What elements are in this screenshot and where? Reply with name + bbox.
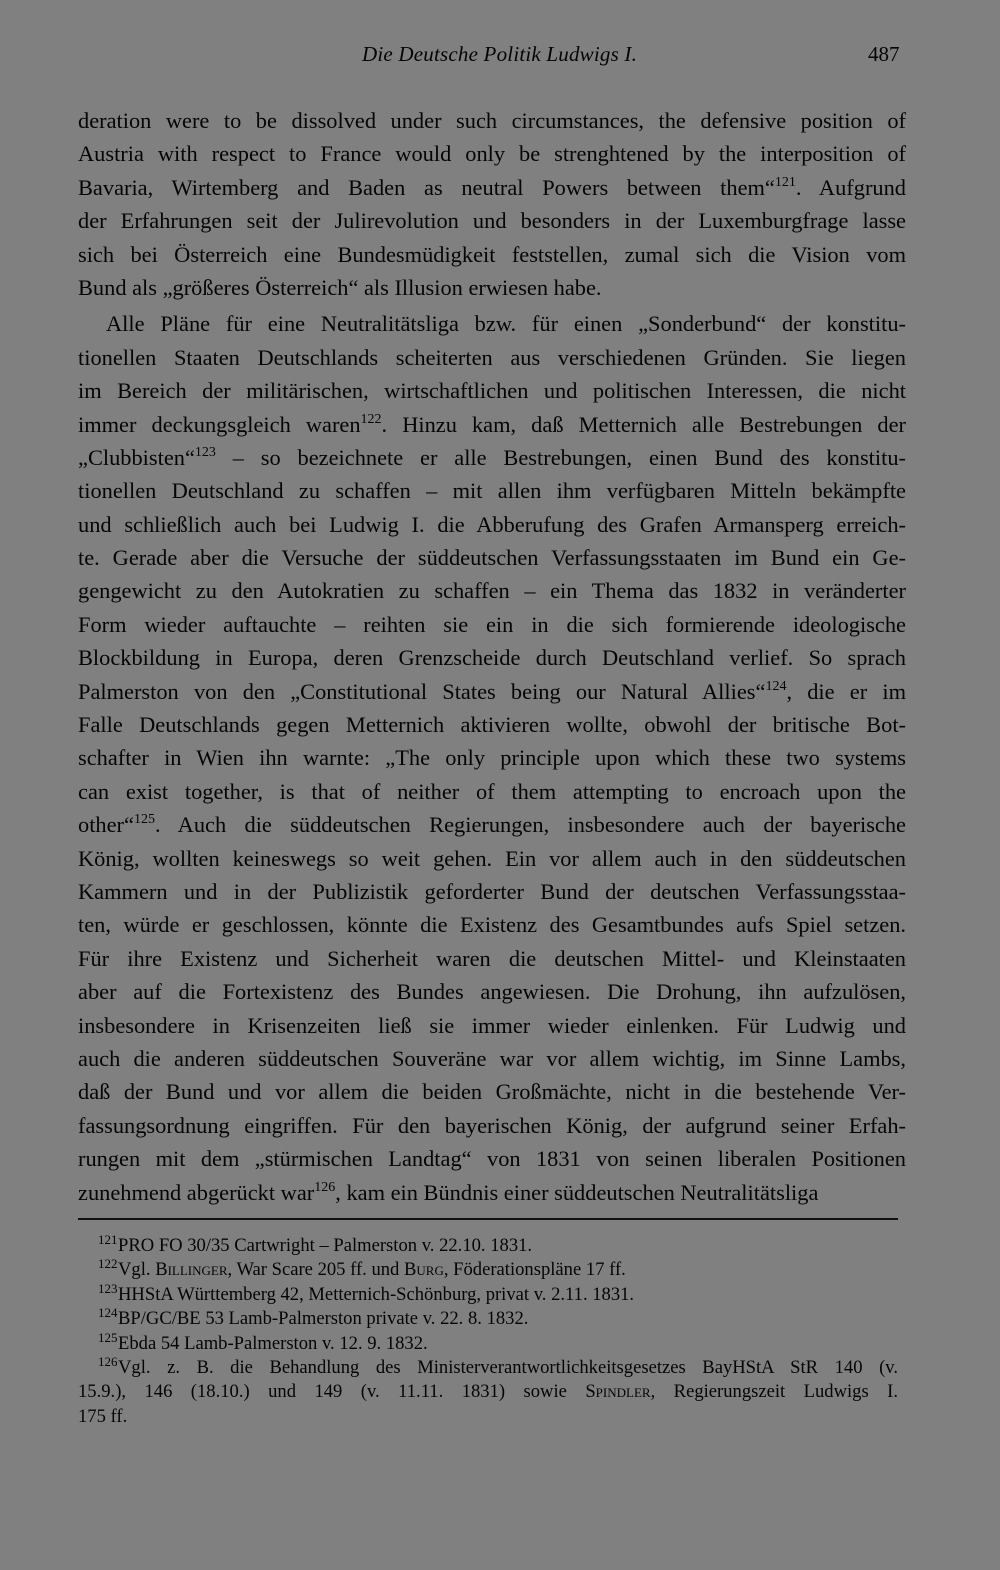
text-segment: – so bezeichnete er alle Bestrebungen, einen Bund des konstitu- [215,444,906,470]
text-segment: tionellen Staaten Deutschlands scheiterten aus verschiedenen Gründen. Sie liegen [78,344,906,370]
text-segment: Kammern und in der Publizistik geforderter Bund der deutschen Verfassungsstaa- [78,878,906,904]
text-line [78,1109,906,1142]
text-line [78,104,906,137]
text-segment: Form wieder auftauchte – reihten sie ein in die sich formierende ideologische [78,611,906,637]
footnote-text: Vgl. z. B. die Behandlung des Ministerverantwortlichkeitsgesetzes BayHStA StR 140 (v. [118,1356,898,1378]
text-segment: . Hinzu kam, daß Metternich alle Bestrebungen der [381,411,906,437]
footnotes [78,1234,898,1429]
text-line [78,408,906,441]
footnote: 123HHStA Württemberg 42, Metternich-Schönburg, privat v. 2.11. 1831. [98,1280,635,1305]
text-line [78,574,906,607]
text-line [78,204,906,237]
footnote-text: PRO FO 30/35 Cartwright – Palmerston v. 22.10. 1831. [118,1235,533,1256]
text-segment: daß der Bund und vor allem die beiden Großmächte, nicht in die bestehende Ver- [78,1079,906,1105]
text-segment: Alle Pläne für eine Neutralitätsliga bzw. für einen „Sonderbund“ der konstitu- [106,311,906,337]
text-line [78,474,906,507]
text-segment: Bavaria, Wirtemberg and Baden as neutral Powers between them“ [78,174,775,200]
text-line [78,171,906,204]
body-text [78,104,906,1209]
footnote-text: HHStA Württemberg 42, Metternich-Schönburg, privat v. 2.11. 1831. [118,1283,635,1305]
footnote-continuation [78,1405,898,1429]
text-segment: immer deckungsgleich waren [78,411,361,437]
text-segment: Falle Deutschlands gegen Metternich aktivieren wollte, obwohl der britische Bot- [78,712,906,738]
footnote-text: 15.9.), 146 (18.10.) und 149 (v. 11.11. 1831) sowie [78,1381,586,1403]
page-number: 487 [868,42,900,66]
text-segment: gengewicht zu den Autokratien zu schaffen – ein Thema das 1832 in veränderter [78,578,906,604]
text-segment: „Clubbisten“ [78,444,195,470]
text-segment: . Auch die süddeutschen Regierungen, insbesondere auch der bayerische [154,812,906,838]
footnote-separator [78,1218,898,1220]
footnote-text: Billinger [155,1259,228,1281]
page-header [0,38,1000,74]
text-segment: Blockbildung in Europa, deren Grenzscheide durch Deutschland verlief. So sprach [78,645,906,671]
text-segment: deration were to be dissolved under such circumstances, the defensive position of [78,108,906,133]
text-line [78,541,906,574]
text-line [78,508,906,541]
footnote-reference: 123 [194,444,216,460]
footnote-reference: 124 [765,678,787,694]
text-line [78,808,906,841]
text-line [78,741,906,774]
text-segment: , kam ein Bündnis einer süddeutschen Neutralitätsliga [335,1179,819,1205]
text-line [78,441,906,474]
text-segment: Bund als „größeres Österreich“ als Illusion erwiesen habe. [78,274,602,300]
text-line [78,775,906,808]
text-segment: fassungsordnung eingriffen. Für den bayerischen König, der aufgrund seiner Erfah- [78,1112,906,1138]
text-segment: ten, würde er geschlossen, könnte die Existenz des Gesamtbundes aufs Spiel setzen. [78,912,906,938]
text-segment: other“ [78,812,134,838]
text-line [78,341,906,374]
footnote: 121PRO FO 30/35 Cartwright – Palmerston v. 22.10. 1831. [98,1232,533,1256]
text-segment: . Aufgrund [795,174,906,200]
text-line [78,641,906,674]
footnote-text: , Föderationspläne 17 ff. [443,1259,626,1281]
text-segment: aber auf die Fortexistenz des Bundes angewiesen. Die Drohung, ihn aufzulösen, [78,979,906,1005]
footnote-text: Burg [404,1259,444,1281]
footnote-reference: 126 [314,1179,336,1195]
footnote-text: , War Scare 205 ff. und [227,1259,405,1281]
footnote: 122Vgl. Billinger, War Scare 205 ff. und Burg, Föderationspläne 17 ff. [98,1256,626,1281]
footnote-text: , Regierungszeit Ludwigs I. [650,1381,898,1403]
text-segment: und schließlich auch bei Ludwig I. die Abberufung des Grafen Armansperg erreich- [78,511,906,537]
text-line [78,137,906,170]
text-line [78,1075,906,1108]
footnote-text: Vgl. [118,1259,156,1281]
text-segment: König, wollten keineswegs so weit gehen. Ein vor allem auch in den süddeutschen [78,845,906,871]
text-segment: te. Gerade aber die Versuche der süddeutschen Verfassungsstaaten im Bund ein Ge- [78,545,906,571]
text-segment: Austria with respect to France would only be strenghtened by the interposition of [78,141,906,167]
footnote-reference: 122 [360,411,382,427]
footnote-text: Ebda 54 Lamb-Palmerston v. 12. 9. 1832. [118,1332,428,1354]
text-line [78,975,906,1008]
footnote-text: 175 ff. [78,1405,128,1427]
text-line [78,842,906,875]
text-segment: auch die anderen süddeutschen Souveräne war vor allem wichtig, im Sinne Lambs, [78,1045,906,1071]
footnote-continuation [78,1380,898,1404]
text-segment: sich bei Österreich eine Bundesmüdigkeit feststellen, zumal sich die Vision vom [78,241,906,267]
text-segment: insbesondere in Krisenzeiten ließ sie immer wieder einlenken. Für Ludwig und [78,1012,906,1038]
footnote-reference: 121 [774,174,796,190]
text-line [78,908,906,941]
text-line [78,1042,906,1075]
text-segment: tionellen Deutschland zu schaffen – mit allen ihm verfügbaren Mitteln bekämpfte [78,478,906,504]
text-segment: zunehmend abgerückt war [78,1179,315,1205]
text-line [78,374,906,407]
footnote-reference: 125 [133,812,155,828]
text-line [78,1142,906,1175]
text-segment: Für ihre Existenz und Sicherheit waren die deutschen Mittel- und Kleinstaaten [78,945,906,971]
text-segment: , die er im [786,678,906,704]
footnote: 124BP/GC/BE 53 Lamb-Palmerston private v. 22. 8. 1832. [98,1305,529,1330]
text-line [78,875,906,908]
text-line [78,1009,906,1042]
footnote-text: BP/GC/BE 53 Lamb-Palmerston private v. 22. 8. 1832. [118,1308,529,1330]
text-line [78,675,906,708]
text-segment: schafter in Wien ihn warnte: „The only principle upon which these two systems [78,745,906,771]
text-line [78,307,906,340]
footnote: 126Vgl. z. B. die Behandlung des Ministerverantwortlichkeitsgesetzes BayHStA StR 140 (v. [98,1353,898,1378]
text-segment: im Bereich der militärischen, wirtschaftlichen und politischen Interessen, die nicht [78,378,906,404]
text-line [78,1176,906,1209]
text-segment: der Erfahrungen seit der Julirevolution und besonders in der Luxemburgfrage lasse [78,208,906,234]
footnote-text: Spindler [585,1381,651,1403]
footnote: 125Ebda 54 Lamb-Palmerston v. 12. 9. 1832. [98,1329,428,1354]
text-segment: can exist together, is that of neither of them attempting to encroach upon the [78,778,906,804]
text-line [78,708,906,741]
running-title: Die Deutsche Politik Ludwigs I. [362,42,638,66]
text-line [78,271,906,304]
text-line [78,942,906,975]
text-segment: rungen mit dem „stürmischen Landtag“ von 1831 von seinen liberalen Positionen [78,1146,906,1172]
text-segment: Palmerston von den „Constitutional States being our Natural Allies“ [78,678,766,704]
text-line [78,608,906,641]
text-line [78,238,906,271]
